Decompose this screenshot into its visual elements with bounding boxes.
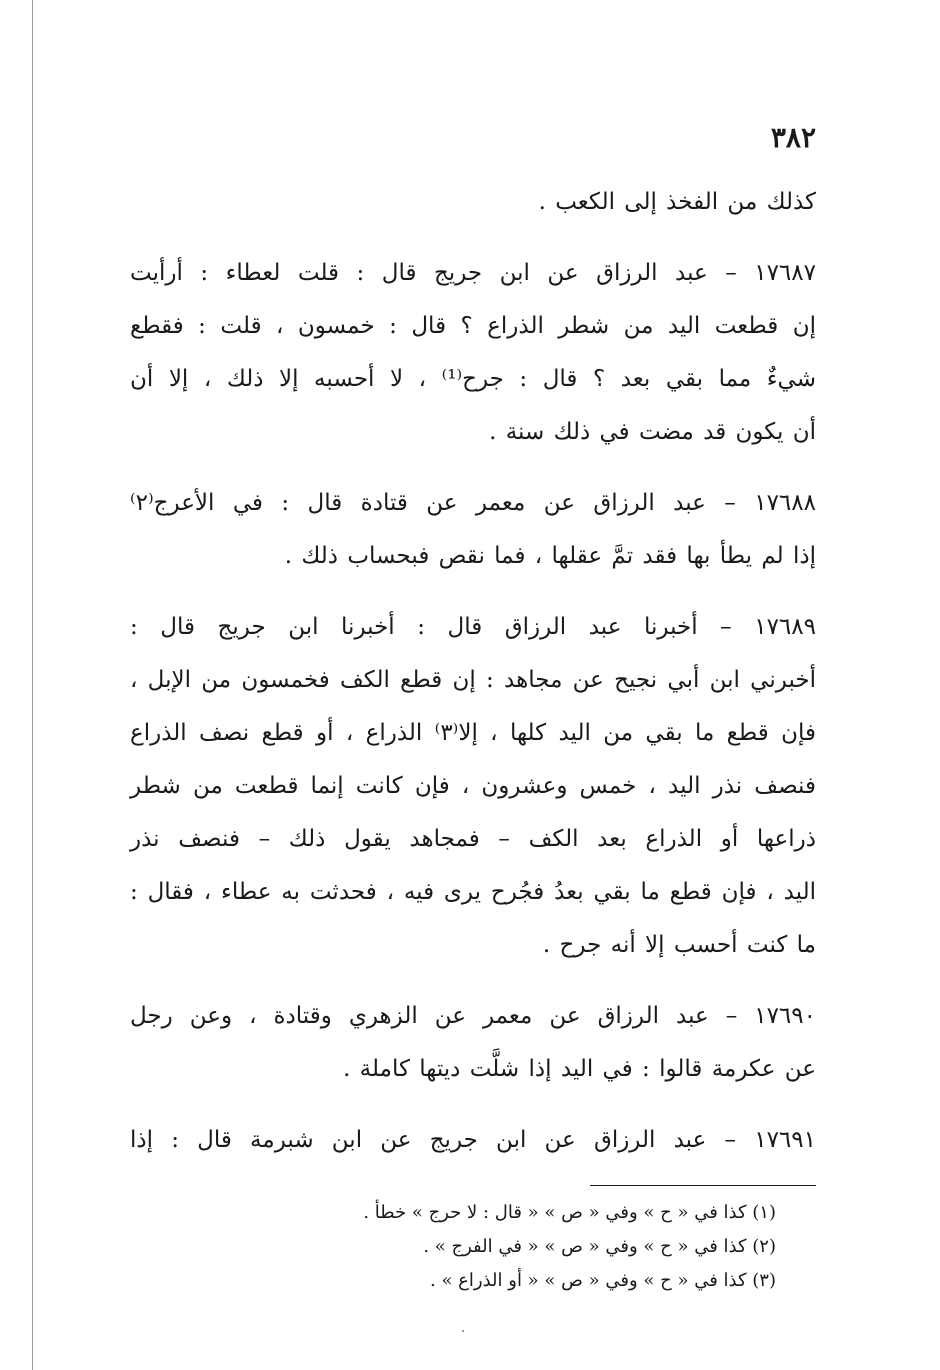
document-page: [130, 118, 816, 1298]
text-line: ١٧٦٨٧ – عبد الرزاق عن ابن جريج قال : قلت لعطاء : أرأيت: [130, 260, 816, 286]
text-line: ما كنت أحسب إلا أنه جرح .: [542, 932, 816, 958]
text-line: كذلك من الفخذ إلى الكعب .: [538, 189, 816, 215]
text-line: ١٧٦٩١ – عبد الرزاق عن ابن جريج عن ابن شبرمة قال : إذا: [130, 1127, 816, 1153]
paragraph-17689: [130, 601, 816, 972]
paragraph-17690: [130, 990, 816, 1096]
footnote-divider: [590, 1185, 816, 1186]
text-line: اليد ، فإن قطع ما بقي بعدُ فجُرح يرى فيه ، فحدثت به عطاء ، فقال :: [130, 879, 816, 905]
footnotes: [130, 1196, 816, 1298]
footnote: (٢) كذا في « ح » وفي « ص » « في الفرج » .: [423, 1236, 776, 1257]
text-line: عن عكرمة قالوا : في اليد إذا شلَّت ديتها كاملة .: [343, 1056, 816, 1082]
text-line: ١٧٦٨٩ – أخبرنا عبد الرزاق قال : أخبرنا ابن جريج قال :: [130, 614, 816, 640]
text-line: أخبرني ابن أبي نجيح عن مجاهد : إن قطع الكف فخمسون من الإبل ،: [130, 667, 816, 693]
binding-margin-line: [32, 0, 33, 1370]
paragraph-17691: [130, 1114, 816, 1167]
text-line: ذراعها أو الذراع بعد الكف – فمجاهد يقول ذلك – فنصف نذر: [130, 826, 816, 852]
text-line: فنصف نذر اليد ، خمس وعشرون ، فإن كانت إنما قطعت من شطر: [130, 773, 816, 799]
text-line: أن يكون قد مضت في ذلك سنة .: [489, 419, 816, 445]
paragraph-intro: [130, 176, 816, 229]
footnote: (١) كذا في « ح » وفي « ص » « قال : لا حرج » خطأ .: [363, 1202, 776, 1223]
text-line: ١٧٦٨٨ – عبد الرزاق عن معمر عن قتادة قال : في الأعرج⁽٢⁾: [130, 490, 816, 516]
paragraph-17688: [130, 477, 816, 583]
text-line: فإن قطع ما بقي من اليد كلها ، إلا⁽٣⁾ الذراع ، أو قطع نصف الذراع: [130, 720, 816, 746]
text-line: ١٧٦٩٠ – عبد الرزاق عن معمر عن الزهري وقتادة ، وعن رجل: [130, 1003, 816, 1029]
text-line: إذا لم يطأ بها فقد تمَّ عقلها ، فما نقص فبحساب ذلك .: [284, 543, 816, 569]
footnote: (٣) كذا في « ح » وفي « ص » « أو الذراع » .: [430, 1270, 776, 1291]
scan-speck: [462, 1330, 464, 1332]
paragraph-17687: [130, 247, 816, 459]
page-number: ٣٨٢: [770, 121, 816, 154]
text-line: إن قطعت اليد من شطر الذراع ؟ قال : خمسون ، قلت : فقطع: [130, 313, 816, 339]
text-line: شيءٌ مما بقي بعد ؟ قال : جرح⁽¹⁾ ، لا أحسبه إلا ذلك ، إلا أن: [130, 366, 816, 392]
